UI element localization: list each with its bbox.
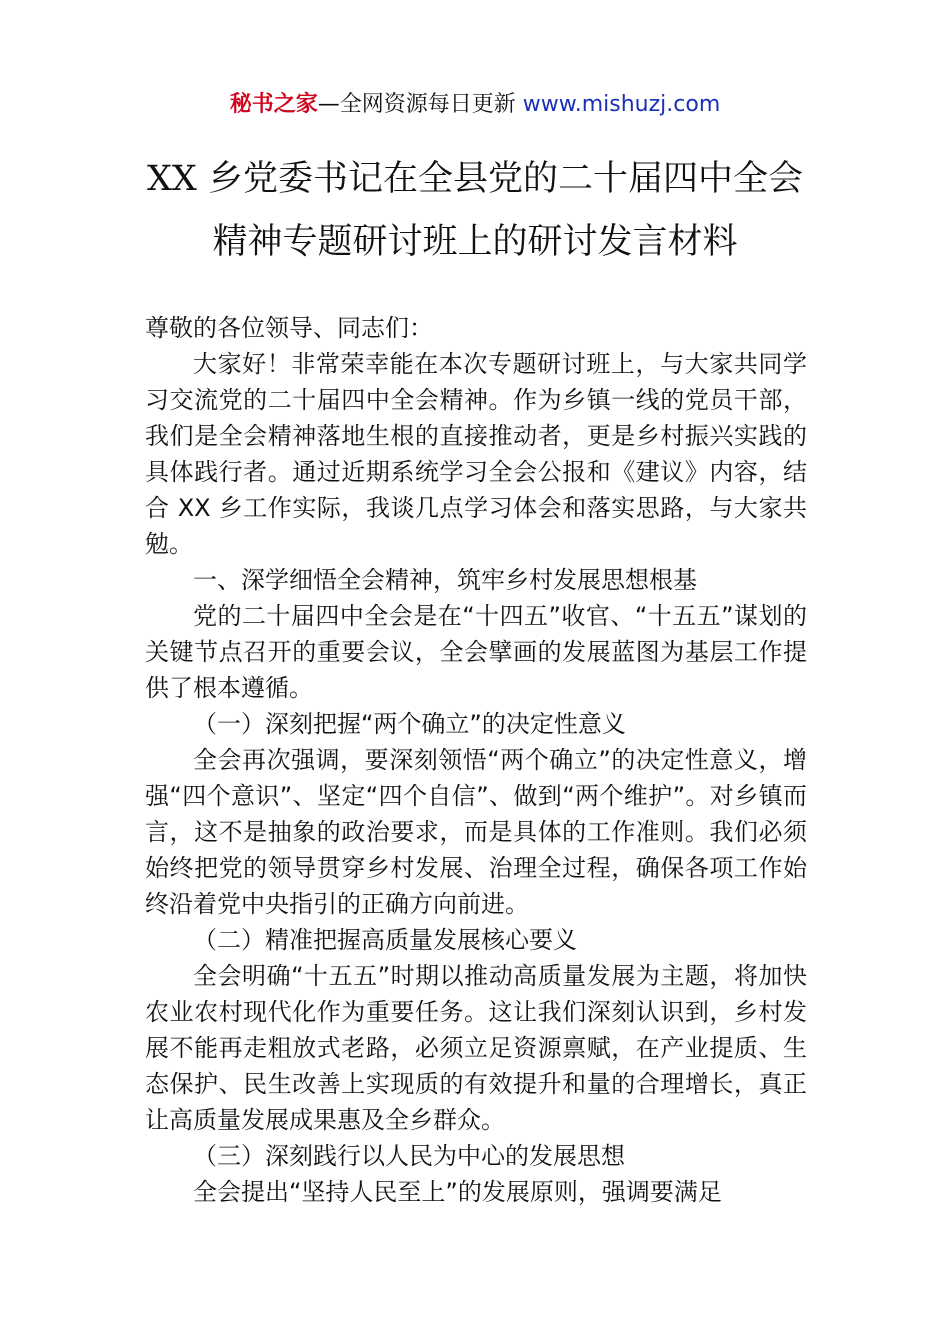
title-line-2: 精神专题研讨班上的研讨发言材料	[212, 222, 738, 262]
site-header	[0, 88, 950, 122]
header-tagline: —全网资源每日更新	[317, 92, 523, 117]
document-body	[145, 310, 807, 1210]
subsection-2-paragraph: 全会明确“十五五”时期以推动高质量发展为主题，将加快农业农村现代化作为重要任务。这让我们深刻认识到，乡村发展不能再走粗放式老路，必须立足资源禀赋，在产业提质、生态保护、民生改善上实现质的有效提升和量的合理增长，真正让高质量发展成果惠及全乡群众。	[145, 962, 807, 1134]
subsection-heading-1: （一）深刻把握“两个确立”的决定性意义	[193, 710, 626, 738]
opening-paragraph: 大家好！非常荣幸能在本次专题研讨班上，与大家共同学习交流党的二十届四中全会精神。作为乡镇一线的党员干部，我们是全会精神落地生根的直接推动者，更是乡村振兴实践的具体践行者。通过近期系统学习全会公报和《建议》内容，结合 XX 乡工作实际，我谈几点学习体会和落实思路，与大家共勉。	[145, 350, 807, 558]
brand-name: 秘书之家	[229, 92, 318, 117]
subsection-heading-3: （三）深刻践行以人民为中心的发展思想	[193, 1142, 625, 1170]
section-1-paragraph: 党的二十届四中全会是在“十四五”收官、“十五五”谋划的关键节点召开的重要会议，全会擘画的发展蓝图为基层工作提供了根本遵循。	[145, 602, 807, 702]
salutation: 尊敬的各位领导、同志们：	[145, 314, 433, 342]
section-heading-1: 一、深学细悟全会精神，筑牢乡村发展思想根基	[193, 566, 697, 594]
subsection-1-paragraph: 全会再次强调，要深刻领悟“两个确立”的决定性意义，增强“四个意识”、坚定“四个自信”、做到“两个维护”。对乡镇而言，这不是抽象的政治要求，而是具体的工作准则。我们必须始终把党的领导贯穿乡村发展、治理全过程，确保各项工作始终沿着党中央指引的正确方向前进。	[145, 746, 807, 918]
subsection-heading-2: （二）精准把握高质量发展核心要义	[193, 926, 577, 954]
site-url-link[interactable]: www.mishuzj.com	[522, 92, 721, 117]
document-title	[0, 148, 950, 274]
title-line-1: XX 乡党委书记在全县党的二十届四中全会	[147, 159, 803, 199]
subsection-3-paragraph: 全会提出“坚持人民至上”的发展原则，强调要满足	[193, 1178, 722, 1206]
